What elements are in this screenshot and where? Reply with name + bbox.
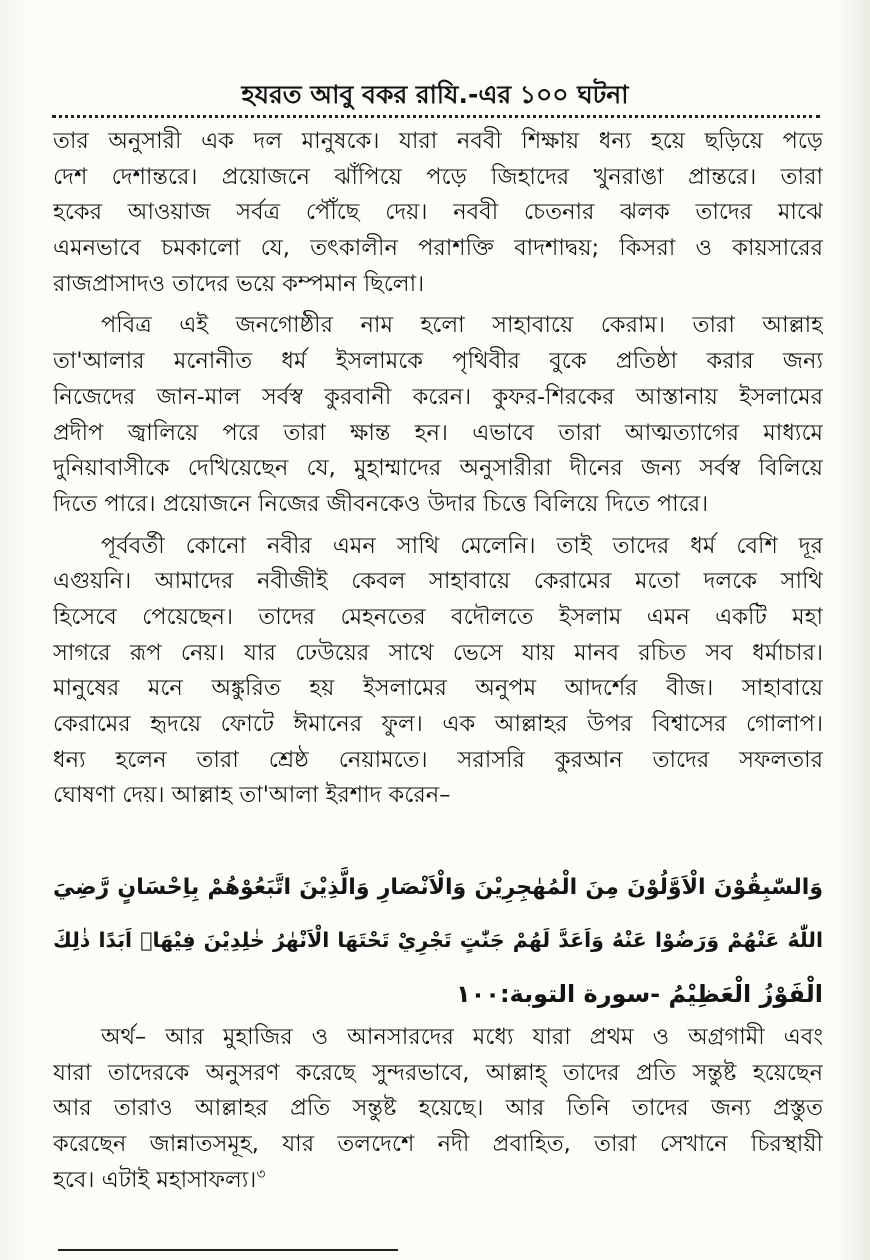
text-line: কেরামের হৃদয়ে ফোটে ঈমানের ফুল। এক আল্লাহর উপর বিশ্বাসের গোলাপ। (53, 711, 823, 737)
text-line: রাজপ্রাসাদও তাদের ভয়ে কম্পমান ছিলো। (53, 270, 425, 297)
main-text (53, 124, 823, 814)
text-line: প্রদীপ জ্বালিয়ে পরে তারা ক্ষান্ত হন। এভাবে তারা আত্মত্যাগের মাধ্যমে (53, 419, 823, 446)
running-header: হযরত আবু বকর রাযি.-এর ১০০ ঘটনা (241, 80, 629, 109)
paragraph-1 (53, 124, 823, 302)
text-line: হকের আওয়াজ সর্বত্র পৌঁছে দেয়। নববী চেতনার ঝলক তাদের মাঝে (53, 199, 823, 226)
text-line: মানুষের মনে অঙ্কুরিত হয় ইসলামের অনুপম আদর্শের বীজ। সাহাবায়ে (53, 675, 823, 702)
text-line: ধন্য হলেন তারা শ্রেষ্ঠ নেয়ামতে। সরাসরি কুরআন তাদের সফলতার (53, 746, 823, 773)
arabic-line-reference: الْفَوْزُ الْعَظِيْمُ -سورة التوبة:١٠٠ (455, 980, 823, 1008)
text-line: হিসেবে পেয়েছেন। তাদের মেহনতের বদৌলতে ইসলাম এমন একটি মহা (53, 603, 823, 630)
text-line: তার অনুসারী এক দল মানুষকে। যারা নববী শিক্ষায় ধন্য হয়ে ছড়িয়ে পড়ে (53, 128, 823, 154)
text-line: পূর্ববর্তী কোনো নবীর এমন সাথি মেলেনি। তাই তাদের ধর্ম বেশি দূর (101, 532, 823, 559)
text-line: আর তারাও আল্লাহর প্রতি সন্তুষ্ট হয়েছে। আর তিনি তাদের জন্য প্রস্তুত (53, 1095, 823, 1122)
text-line: সাগরে রূপ নেয়। যার ঢেউয়ের সাথে ভেসে যায় মানব রচিত সব ধর্মাচার। (53, 639, 823, 666)
text-line: এমনভাবে চমকালো যে, তৎকালীন পরাশক্তি বাদশাদ্বয়; কিসরা ও কায়সারের (53, 235, 823, 262)
header-dotted-rule (52, 115, 820, 118)
paragraph-3 (53, 529, 823, 815)
last-line-text: হবে। এটাই মহাসাফল্য। (53, 1166, 257, 1193)
footnote-separator (58, 1249, 398, 1251)
text-line: পবিত্র এই জনগোষ্ঠীর নাম হলো সাহাবায়ে কেরাম। তারা আল্লাহ (101, 312, 823, 339)
text-line (53, 1163, 823, 1199)
text-line: ঘোষণা দেয়। আল্লাহ তা'আলা ইরশাদ করেন– (53, 782, 451, 809)
arabic-line: اللّٰهُ عَنْهُمْ وَرَضُوْا عَنْهُ وَاَعَدَّ لَهُمْ جَنّٰتٍ تَجْرِيْ تَحْتَهَا الْاَنْهٰرُ خٰلِدِيْنَ فِيْهَاۤ اَبَدًا ذٰلِكَ (53, 928, 823, 952)
text-line: দুনিয়াবাসীকে দেখিয়েছেন যে, মুহাম্মাদের অনুসারীরা দীনের জন্য সর্বস্ব বিলিয়ে (53, 455, 823, 482)
text-line: করেছেন জান্নাতসমূহ, যার তলদেশে নদী প্রবাহিত, তারা সেখানে চিরস্থায়ী (53, 1131, 823, 1158)
paragraph-2 (53, 308, 823, 522)
arabic-line: وَالسّٰبِقُوْنَ الْاَوَّلُوْنَ مِنَ الْمُهٰجِرِيْنَ وَالْاَنْصَارِ وَالَّذِيْنَ اتَّبَعُوْهُمْ بِاِحْسَانٍ رَّضِيَ (53, 875, 823, 900)
footnote-marker[interactable]: ৩ (256, 1166, 266, 1183)
translation (53, 1020, 823, 1198)
text-line: দেশ দেশান্তরে। প্রয়োজনে ঝাঁপিয়ে পড়ে জিহাদের খুনরাঙা প্রান্তরে। তারা (53, 163, 823, 190)
text-line: যারা তাদেরকে অনুসরণ করেছে সুন্দরভাবে, আল্লাহ্ তাদের প্রতি সন্তুষ্ট হয়েছেন (53, 1059, 823, 1086)
text-line: অর্থ– আর মুহাজির ও আনসারদের মধ্যে যারা প্রথম ও অগ্রগামী এবং (101, 1024, 823, 1050)
text-line: দিতে পারে। প্রয়োজনে নিজের জীবনকেও উদার চিত্তে বিলিয়ে দিতে পারে। (53, 490, 709, 517)
text-line: নিজেদের জান-মাল সর্বস্ব কুরবানী করেন। কুফর-শিরকের আস্তানায় ইসলামের (53, 383, 823, 410)
text-line: তা'আলার মনোনীত ধর্ম ইসলামকে পৃথিবীর বুকে প্রতিষ্ঠা করার জন্য (53, 348, 823, 375)
text-line: এগুয়নি। আমাদের নবীজীই কেবল সাহাবায়ে কেরামের মতো দলকে সাথি (53, 568, 823, 595)
